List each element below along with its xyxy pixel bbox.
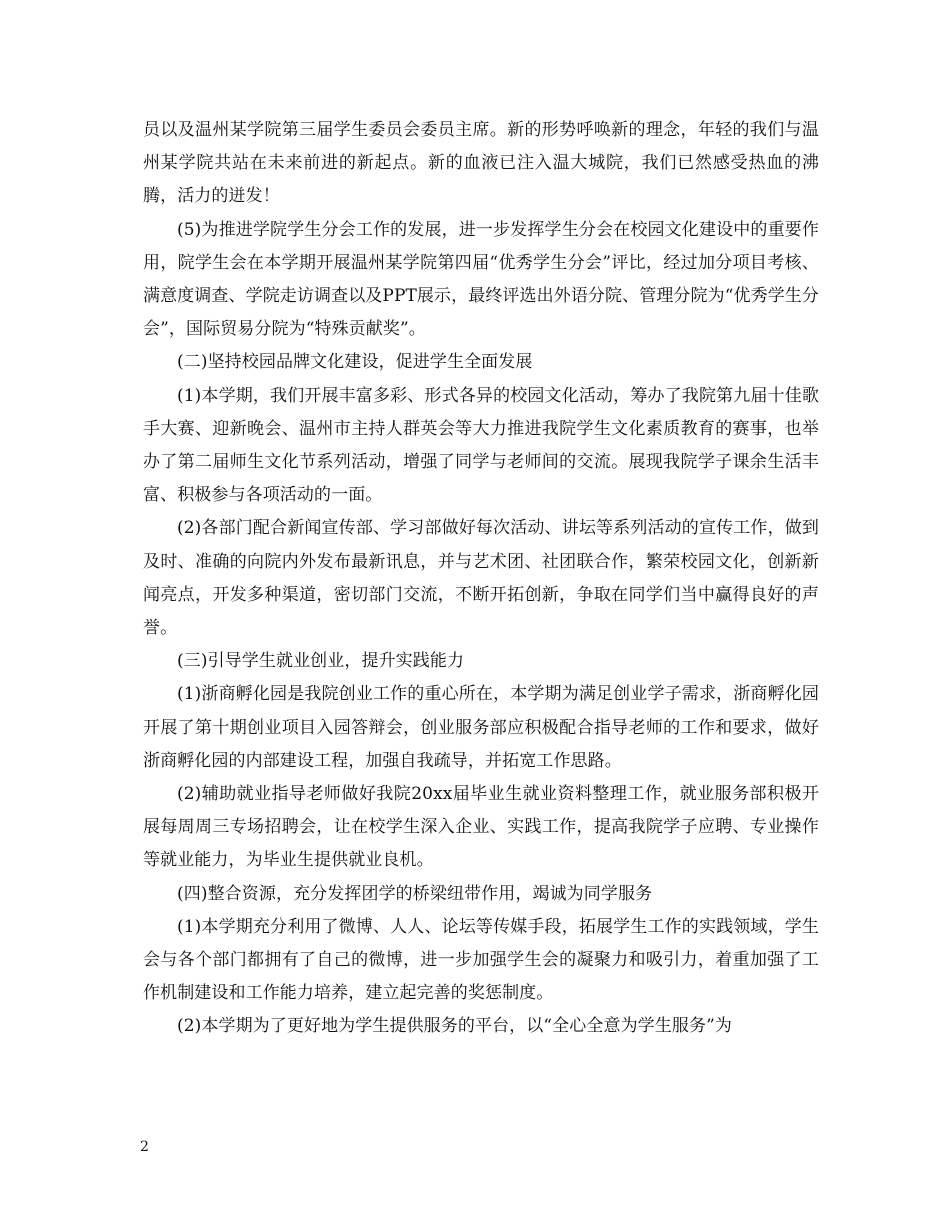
paragraph-3-item-1: (1)浙商孵化园是我院创业工作的重心所在，本学期为满足创业学子需求，浙商孵化园开展了第十期创业项目入园答辩会，创业服务部应积极配合指导老师的工作和要求，做好浙商孵化园的内部建设工程，加强自我疏导，并拓宽工作思路。	[143, 684, 819, 771]
paragraph-2-item-2: (2)各部门配合新闻宣传部、学习部做好每次活动、讲坛等系列活动的宣传工作，做到及时、准确的向院内外发布最新讯息，并与艺术团、社团联合作，繁荣校园文化，创新新闻亮点，开发多种渠道，密切部门交流，不断开拓创新，争取在同学们当中赢得良好的声誉。	[143, 518, 819, 639]
document-body	[143, 114, 819, 1044]
page-number: 2	[140, 1139, 149, 1155]
paragraph-3-item-2: (2)辅助就业指导老师做好我院20xx届毕业生就业资料整理工作，就业服务部积极开展每周周三专场招聘会，让在校学生深入企业、实践工作，提高我院学子应聘、专业操作等就业能力，为毕业生提供就业良机。	[143, 784, 819, 871]
paragraph-continuation: 员以及温州某学院第三届学生委员会委员主席。新的形势呼唤新的理念，年轻的我们与温州某学院共站在未来前进的新起点。新的血液已注入温大城院，我们已然感受热血的沸腾，活力的迸发！	[143, 120, 819, 207]
paragraph-4-item-1: (1)本学期充分利用了微博、人人、论坛等传媒手段，拓展学生工作的实践领域，学生会与各个部门都拥有了自己的微博，进一步加强学生会的凝聚力和吸引力，着重加强了工作机制建设和工作能力培养，建立起完善的奖惩制度。	[143, 916, 819, 1004]
paragraph-2-item-1: (1)本学期，我们开展丰富多彩、形式各异的校园文化活动，筹办了我院第九届十佳歌手大赛、迎新晚会、温州市主持人群英会等大力推进我院学生文化素质教育的赛事，也举办了第二届师生文化节系列活动，增强了同学与老师间的交流。展现我院学子课余生活丰富、积极参与各项活动的一面。	[143, 385, 819, 506]
section-heading-3: (三)引导学生就业创业，提升实践能力	[177, 651, 465, 672]
section-heading-4: (四)整合资源，充分发挥团学的桥梁纽带作用，竭诚为同学服务	[177, 883, 653, 904]
paragraph-4-item-2: (2)本学期为了更好地为学生提供服务的平台，以“全心全意为学生服务”为	[177, 1016, 732, 1037]
section-heading-2: (二)坚持校园品牌文化建设，促进学生全面发展	[177, 352, 533, 373]
paragraph-item-5: (5)为推进学院学生分会工作的发展，进一步发挥学生分会在校园文化建设中的重要作用，院学生会在本学期开展温州某学院第四届“优秀学生分会”评比，经过加分项目考核、满意度调查、学院走访调查以及PPT展示，最终评选出外语分院、管理分院为“优秀学生分会”，国际贸易分院为“特殊贡献奖”。	[143, 219, 820, 340]
